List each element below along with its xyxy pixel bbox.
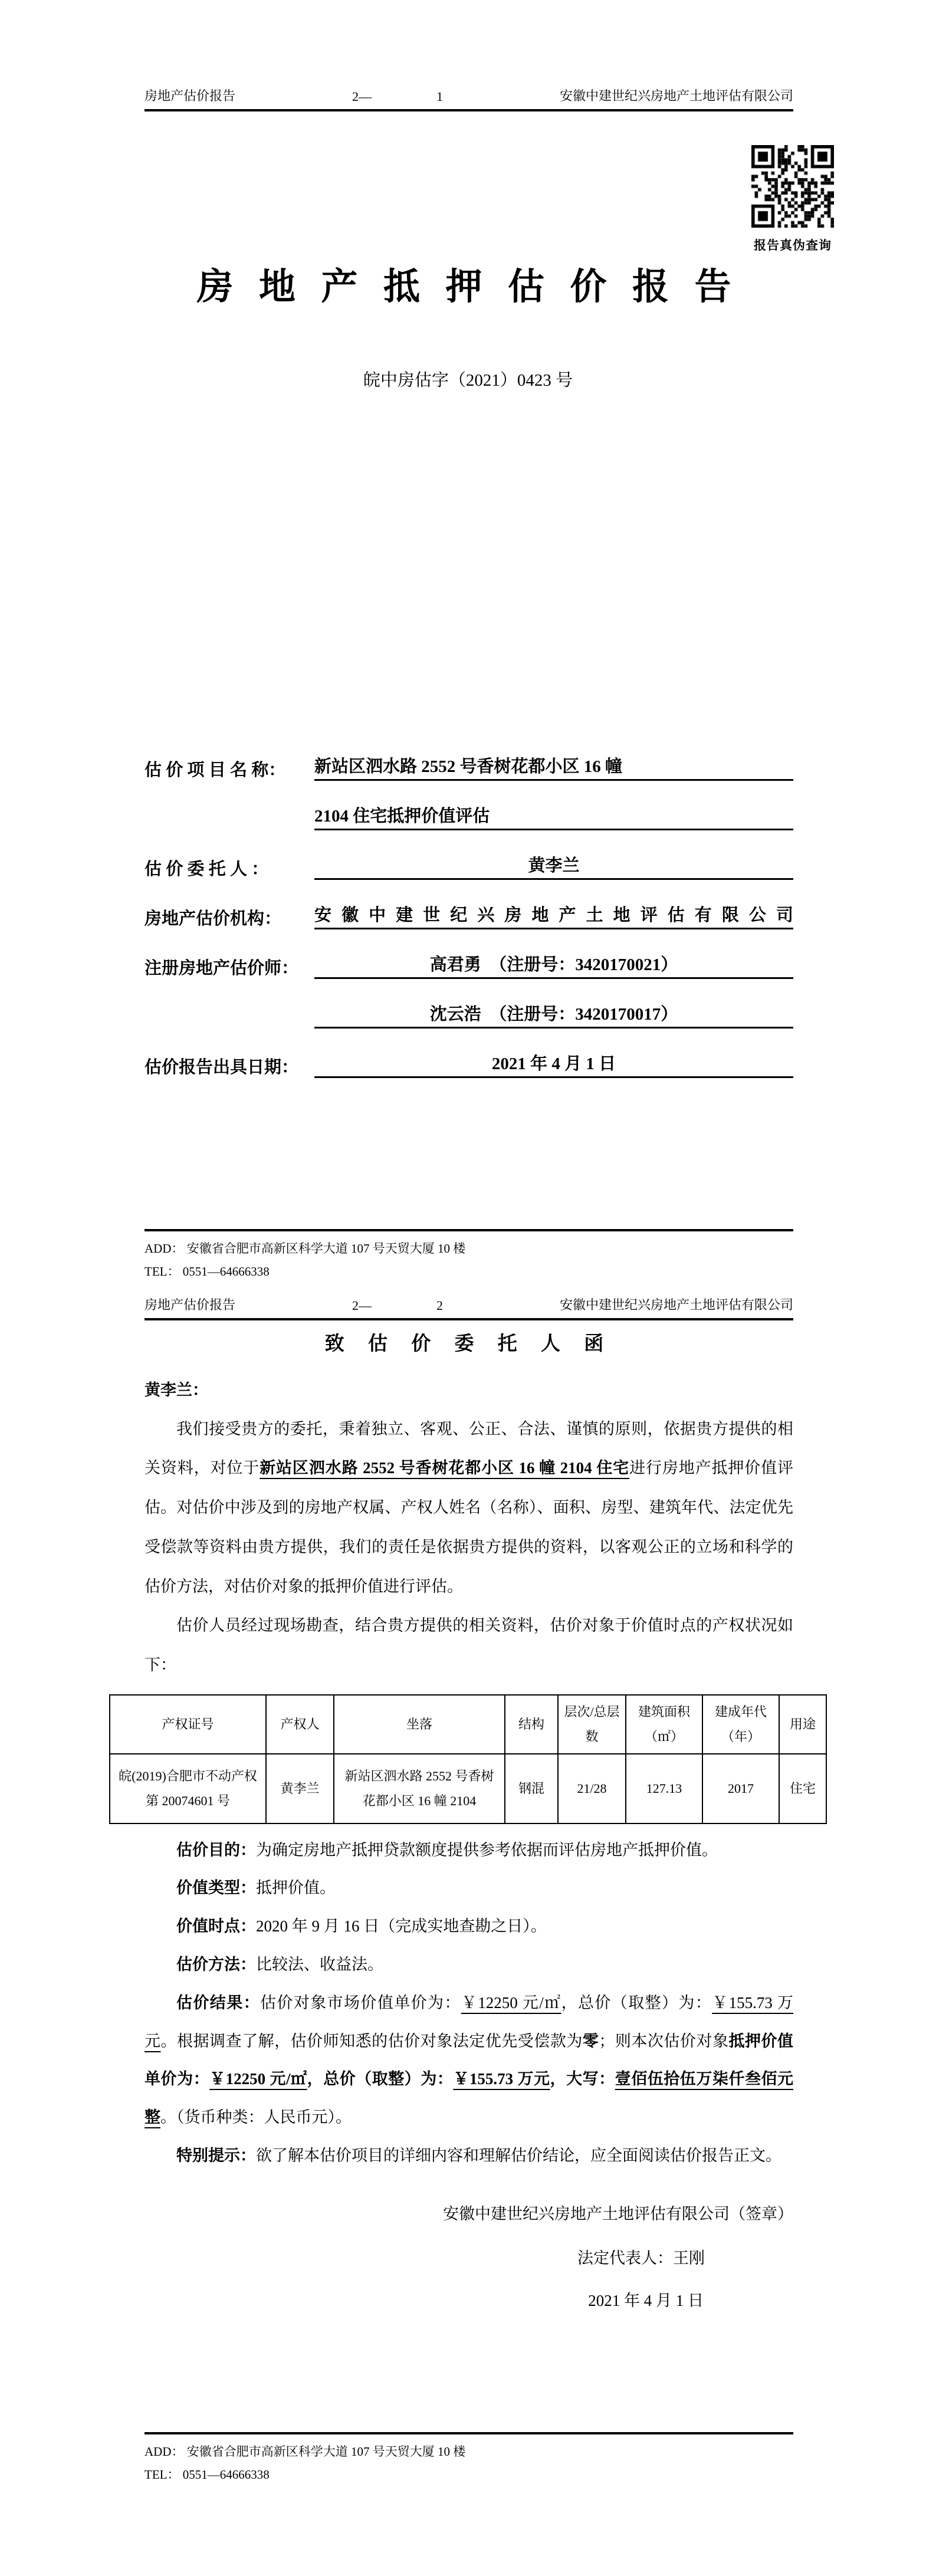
field-value-underline: 2104 住宅抵押价值评估 [314,803,793,830]
letter-to-client-page [0,1288,936,2576]
item-text: 2020 年 9 月 16 日（完成实地查勘之日）。 [256,1917,547,1936]
qr-block [748,145,838,254]
field-row-agency [144,896,793,929]
result-unit-price-2: ￥12250 元/㎡ [209,2070,307,2088]
item-label: 估价目的： [176,1841,256,1859]
result-seg3: 。根据调查了解，估价师知悉的估价对象法定优先受偿款为 [160,2032,583,2050]
report-doc-number: 皖中房估字（2021）0423 号 [363,371,573,390]
item-label: 估价方法： [176,1956,256,1973]
field-row-client [144,847,793,880]
para1-pre: 我们接受贵方的委托，秉着独立、客观、公正、合法、谨慎的原则，依据贵方提供的相关资料，对位于 [144,1420,793,1477]
header-page-number [352,1298,443,1313]
result-amount-in-words: 壹佰伍拾伍万柒仟叁佰元整 [144,2070,794,2127]
field-label: 房地产估价机构： [144,909,282,928]
page-header [144,86,793,111]
col-header-cert-no: 产权证号 [110,1695,266,1754]
item-text: 比较法、收益法。 [256,1956,383,1973]
result-seg2: ，总价（取整）为： [561,1993,712,2012]
field-value-underline: 新站区泗水路 2552 号香树花都小区 16 幢 [314,753,793,781]
para1-property-highlight: 新站区泗水路 2552 号香树花都小区 16 幢 2104 住宅 [260,1459,630,1477]
result-total-price-1: ￥155.73 万元 [144,1993,794,2050]
field-value-underline: 沈云浩 （注册号：3420170017） [314,1001,793,1029]
footer-phone: TEL： 0551—64666338 [144,1264,270,1279]
result-bold2: ，总价（取整）为： [307,2070,454,2088]
table-row [110,1754,826,1823]
result-label: 估价结果： [176,1993,261,2012]
header-page-no: 1 [436,89,443,104]
cell-owner: 黄李兰 [266,1754,334,1823]
item-text: 抵押价值。 [256,1879,336,1897]
header-doc-type: 房地产估价报告 [144,1297,236,1312]
result-zero: 零 [582,2032,599,2050]
cell-structure: 钢混 [505,1754,558,1823]
col-header-year-built: 建成年代（年） [702,1695,779,1754]
paragraph-commission [144,1409,793,1606]
item-label: 价值时点： [176,1917,256,1936]
cell-location: 新站区泗水路 2552 号香树花都小区 16 幢 2104 [334,1754,505,1823]
result-seg1: 估价对象市场价值单价为： [260,1993,461,2012]
cover-fields [144,748,793,1095]
col-header-area: 建筑面积（㎡） [626,1695,702,1754]
item-label: 价值类型： [176,1879,256,1897]
paragraph-survey: 估价人员经过现场勘查，结合贵方提供的相关资料，估价对象于价值时点的产权状况如下： [144,1616,793,1674]
item-text: 为确定房地产抵押贷款额度提供参考依据而评估房地产抵押价值。 [256,1841,718,1859]
result-bold3: ，大写： [550,2070,615,2088]
cell-area: 127.13 [626,1754,702,1823]
footer-phone: TEL： 0551—64666338 [144,2467,270,2482]
cell-cert-no: 皖(2019)合肥市不动产权第 20074601 号 [110,1754,266,1823]
col-header-location: 坐落 [334,1695,505,1754]
special-note-text: 欲了解本估价项目的详细内容和理解估价结论，应全面阅读估价报告正文。 [256,2146,781,2164]
header-page-prefix: 2— [352,1298,372,1313]
cell-year-built: 2017 [702,1754,779,1823]
property-rights-table [109,1694,827,1824]
header-page-number [352,89,443,104]
letter-title: 致 估 价 委 托 人 函 [324,1333,613,1355]
page-footer [144,2432,793,2486]
footer-address: ADD： 安徽省合肥市高新区科学大道 107 号天贸大厦 10 楼 [144,2444,466,2459]
item-value-date [144,1907,793,1946]
signature-company: 安徽中建世纪兴房地产土地评估有限公司（签章） [443,2204,793,2223]
col-header-floor: 层次/总层数 [558,1695,626,1754]
result-total-price-2: ￥155.73 万元 [453,2070,550,2088]
field-value-underline: 2021 年 4 月 1 日 [314,1050,793,1078]
field-row-project-name-cont [144,797,793,830]
cell-floor: 21/28 [558,1754,626,1823]
col-header-usage: 用途 [779,1695,826,1754]
field-label: 估价报告出具日期： [144,1058,299,1077]
special-note-label: 特别提示： [176,2146,256,2164]
item-appraisal-result [144,1984,793,2137]
page-header [144,1295,793,1320]
header-company-name: 安徽中建世纪兴房地产土地评估有限公司 [559,1297,793,1312]
header-doc-type: 房地产估价报告 [144,88,236,103]
signature-legal-representative: 法定代表人：王刚 [577,2249,705,2267]
salutation: 黄李兰： [144,1381,208,1399]
table-header-row [110,1695,826,1754]
page-footer [144,1229,793,1283]
cell-usage: 住宅 [779,1754,826,1823]
para1-post: 进行房地产抵押价值评估。对估价中涉及到的房地产权属、产权人姓名（名称）、面积、房型、建筑年代、法定优先受偿款等资料由贵方提供，我们的责任是依据贵方提供的资料，以客观公正的立场和科学的估价方法，对估价对象的抵押价值进行评估。 [144,1459,794,1595]
result-seg5: 。（货币种类：人民币元）。 [160,2108,352,2127]
header-company-name: 安徽中建世纪兴房地产土地评估有限公司 [559,88,793,103]
field-label: 估 价 委 托 人 ： [144,860,269,879]
item-appraisal-purpose [144,1831,793,1869]
field-label: 估 价 项 目 名 称： [144,761,286,780]
letter-body [119,1322,816,2320]
item-special-note [144,2137,793,2175]
result-seg4: ；则本次估价对象 [599,2032,729,2050]
col-header-structure: 结构 [505,1695,558,1754]
field-row-issue-date [144,1045,793,1078]
result-unit-price-1: ￥12250 元/㎡ [461,1993,561,2012]
field-value-underline: 黄李兰 [314,852,793,880]
footer-address: ADD： 安徽省合肥市高新区科学大道 107 号天贸大厦 10 楼 [144,1241,466,1256]
report-title: 房 地 产 抵 押 估 价 报 告 [196,267,740,307]
header-page-no: 2 [436,1298,443,1313]
item-appraisal-method [144,1946,793,1984]
header-page-prefix: 2— [352,89,372,104]
field-value-underline: 安徽中建世纪兴房地产土地评估有限公司 [314,902,793,929]
signature-block [144,2195,793,2320]
field-row-appraiser-2 [144,995,793,1029]
signature-date: 2021 年 4 月 1 日 [588,2292,704,2310]
field-row-appraiser-1 [144,946,793,979]
field-label: 注册房地产估价师： [144,959,299,978]
col-header-owner: 产权人 [266,1695,334,1754]
qr-code-icon [751,145,834,228]
field-row-project-name [144,748,793,781]
item-value-type [144,1869,793,1907]
result-bold1: 抵押价值单价为： [144,2032,794,2088]
field-value-underline: 高君勇 （注册号：3420170021） [314,951,793,979]
qr-caption: 报告真伪查询 [754,238,832,252]
